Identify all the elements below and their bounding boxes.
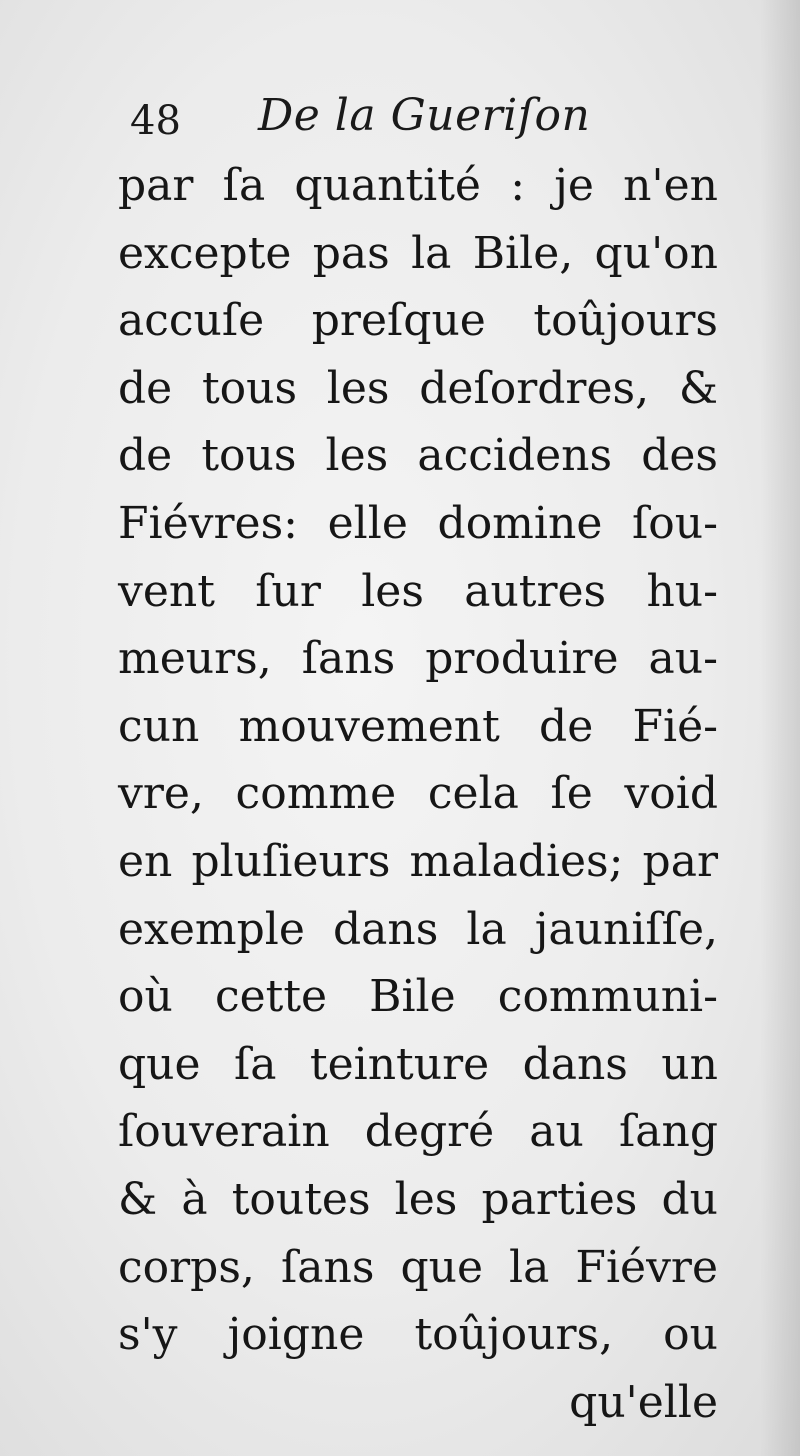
text-line: où cette Bile communi- xyxy=(118,971,718,1023)
text-line: en pluſieurs maladies; par xyxy=(118,835,718,887)
text-line: de tous les deſordres, & xyxy=(118,362,718,414)
text-line: accuſe preſque toûjours xyxy=(118,295,718,347)
running-head: De la Gueriſon xyxy=(258,90,591,141)
page-edge-shadow xyxy=(760,0,800,1456)
text-line: que ſa teinture dans un xyxy=(118,1038,718,1090)
text-line: corps, ſans que la Fiévre xyxy=(118,1241,718,1293)
text-line: meurs, ſans produire au- xyxy=(118,633,718,685)
text-line: ſouverain degré au ſang xyxy=(118,1106,718,1158)
text-line: exemple dans la jauniſſe, xyxy=(118,903,718,955)
text-line: s'y joigne toûjours, ou xyxy=(118,1309,718,1361)
text-line: vent ſur les autres hu- xyxy=(118,565,718,617)
text-line: de tous les accidens des xyxy=(118,430,718,482)
catchword: qu'elle xyxy=(569,1376,718,1428)
text-line: & à toutes les parties du xyxy=(118,1173,718,1225)
page-header xyxy=(130,90,730,150)
text-line: par ſa quantité : je n'en xyxy=(118,160,718,211)
text-line: Fiévres: elle domine ſou- xyxy=(118,497,718,549)
page-number: 48 xyxy=(130,98,181,144)
text-line: cun mouvement de Fié- xyxy=(118,700,718,752)
text-line: vre, comme cela ſe void xyxy=(118,768,718,820)
text-line: excepte pas la Bile, qu'on xyxy=(118,227,718,279)
body-text xyxy=(118,152,718,1436)
